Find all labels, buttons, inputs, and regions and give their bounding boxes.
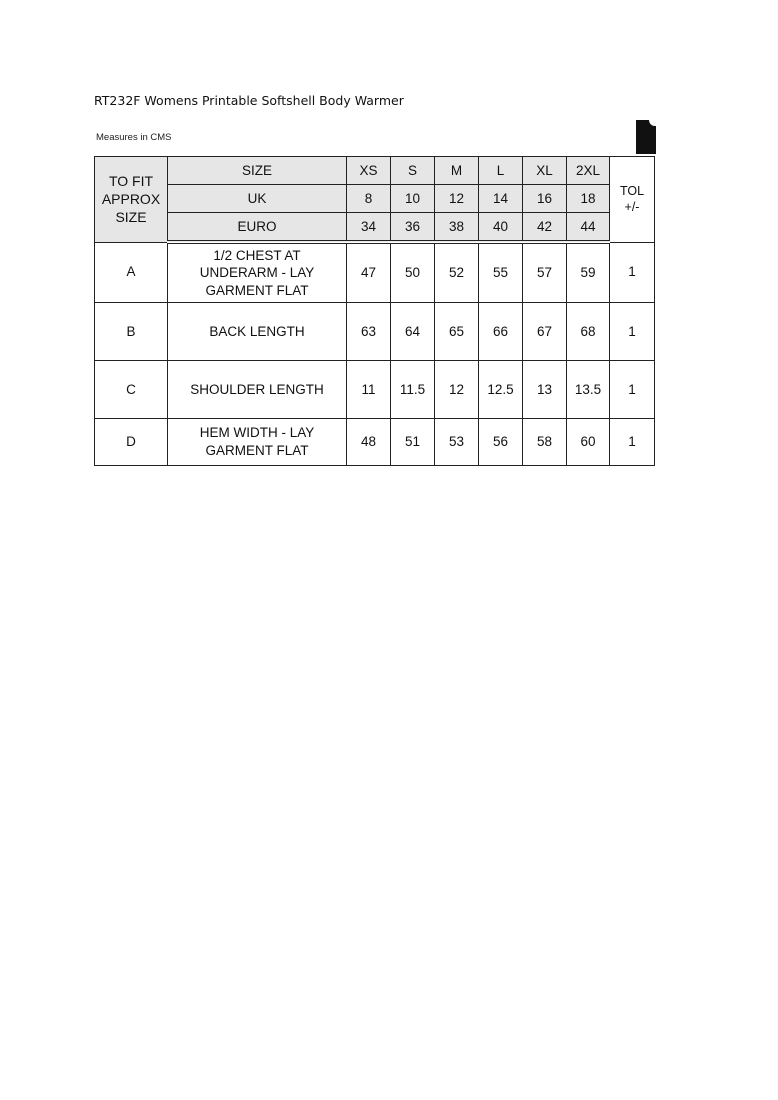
measure-label-line: GARMENT FLAT	[205, 443, 309, 458]
header-cell: 38	[435, 213, 479, 243]
measure-code: C	[95, 361, 168, 419]
header-cell: 42	[523, 213, 567, 243]
measure-label	[168, 419, 347, 466]
table-row	[95, 303, 655, 361]
measure-value: 51	[391, 419, 435, 466]
header-label: EURO	[168, 213, 347, 243]
measure-value: 48	[347, 419, 391, 466]
measure-label	[168, 303, 347, 361]
measure-label-line: 1/2 CHEST AT	[213, 247, 301, 263]
header-cell: 36	[391, 213, 435, 243]
measure-value: 11.5	[391, 361, 435, 419]
measure-value: 13.5	[567, 361, 610, 419]
measure-value: 47	[347, 242, 391, 303]
tol-label-line: +/-	[624, 200, 640, 215]
measure-code: A	[95, 242, 168, 303]
measure-label-line: SHOULDER LENGTH	[190, 381, 324, 397]
measure-value: 52	[435, 242, 479, 303]
header-cell: 12	[435, 185, 479, 213]
measure-label-line: HEM WIDTH - LAY	[199, 425, 315, 441]
header-cell: 18	[567, 185, 610, 213]
header-cell: 14	[479, 185, 523, 213]
size-header-row	[95, 157, 655, 185]
measure-value: 65	[435, 303, 479, 361]
measure-value: 57	[523, 242, 567, 303]
measure-value: 66	[479, 303, 523, 361]
measure-value: 60	[567, 419, 610, 466]
header-cell: 16	[523, 185, 567, 213]
table-row	[95, 419, 655, 466]
tol-label-line: TOL	[619, 184, 645, 198]
measure-value: 63	[347, 303, 391, 361]
measure-label-line: UNDERARM - LAY	[199, 265, 315, 281]
uk-header-row	[95, 185, 655, 213]
header-label: SIZE	[168, 157, 347, 185]
measure-value: 58	[523, 419, 567, 466]
to-fit-label-line: APPROX	[101, 191, 161, 208]
measure-label-line: BACK LENGTH	[209, 323, 305, 339]
measure-value: 13	[523, 361, 567, 419]
tolerance-value: 1	[610, 419, 655, 466]
measure-value: 50	[391, 242, 435, 303]
measure-value: 55	[479, 242, 523, 303]
to-fit-label-line: TO FIT	[108, 172, 154, 189]
size-chart	[94, 156, 654, 466]
header-cell: 2XL	[567, 157, 610, 185]
header-cell: XS	[347, 157, 391, 185]
header-cell: L	[479, 157, 523, 185]
header-cell: 8	[347, 185, 391, 213]
euro-header-row	[95, 213, 655, 243]
header-cell: 10	[391, 185, 435, 213]
measure-value: 53	[435, 419, 479, 466]
cropped-logo-mark	[636, 120, 656, 154]
header-cell: S	[391, 157, 435, 185]
table-row	[95, 361, 655, 419]
header-cell: 40	[479, 213, 523, 243]
header-cell: 44	[567, 213, 610, 243]
measure-value: 11	[347, 361, 391, 419]
to-fit-approx-size-cell	[95, 157, 168, 243]
measure-code: D	[95, 419, 168, 466]
measure-label	[168, 361, 347, 419]
tolerance-value: 1	[610, 303, 655, 361]
measure-code: B	[95, 303, 168, 361]
size-table	[94, 156, 655, 466]
measure-label	[168, 242, 347, 303]
measure-value: 64	[391, 303, 435, 361]
measure-value: 12	[435, 361, 479, 419]
header-cell: XL	[523, 157, 567, 185]
measure-value: 59	[567, 242, 610, 303]
to-fit-label-line: SIZE	[115, 209, 147, 226]
measure-value: 12.5	[479, 361, 523, 419]
table-row	[95, 242, 655, 303]
measure-label-line: GARMENT FLAT	[205, 282, 309, 298]
tolerance-value: 1	[610, 361, 655, 419]
measure-value: 56	[479, 419, 523, 466]
measure-value: 68	[567, 303, 610, 361]
tolerance-value: 1	[610, 242, 655, 303]
measure-value: 67	[523, 303, 567, 361]
units-note: Measures in CMS	[96, 132, 172, 143]
header-cell: 34	[347, 213, 391, 243]
tolerance-header-cell	[610, 157, 655, 243]
header-cell: M	[435, 157, 479, 185]
header-label: UK	[168, 185, 347, 213]
document-title: RT232F Womens Printable Softshell Body Warmer	[94, 93, 404, 108]
